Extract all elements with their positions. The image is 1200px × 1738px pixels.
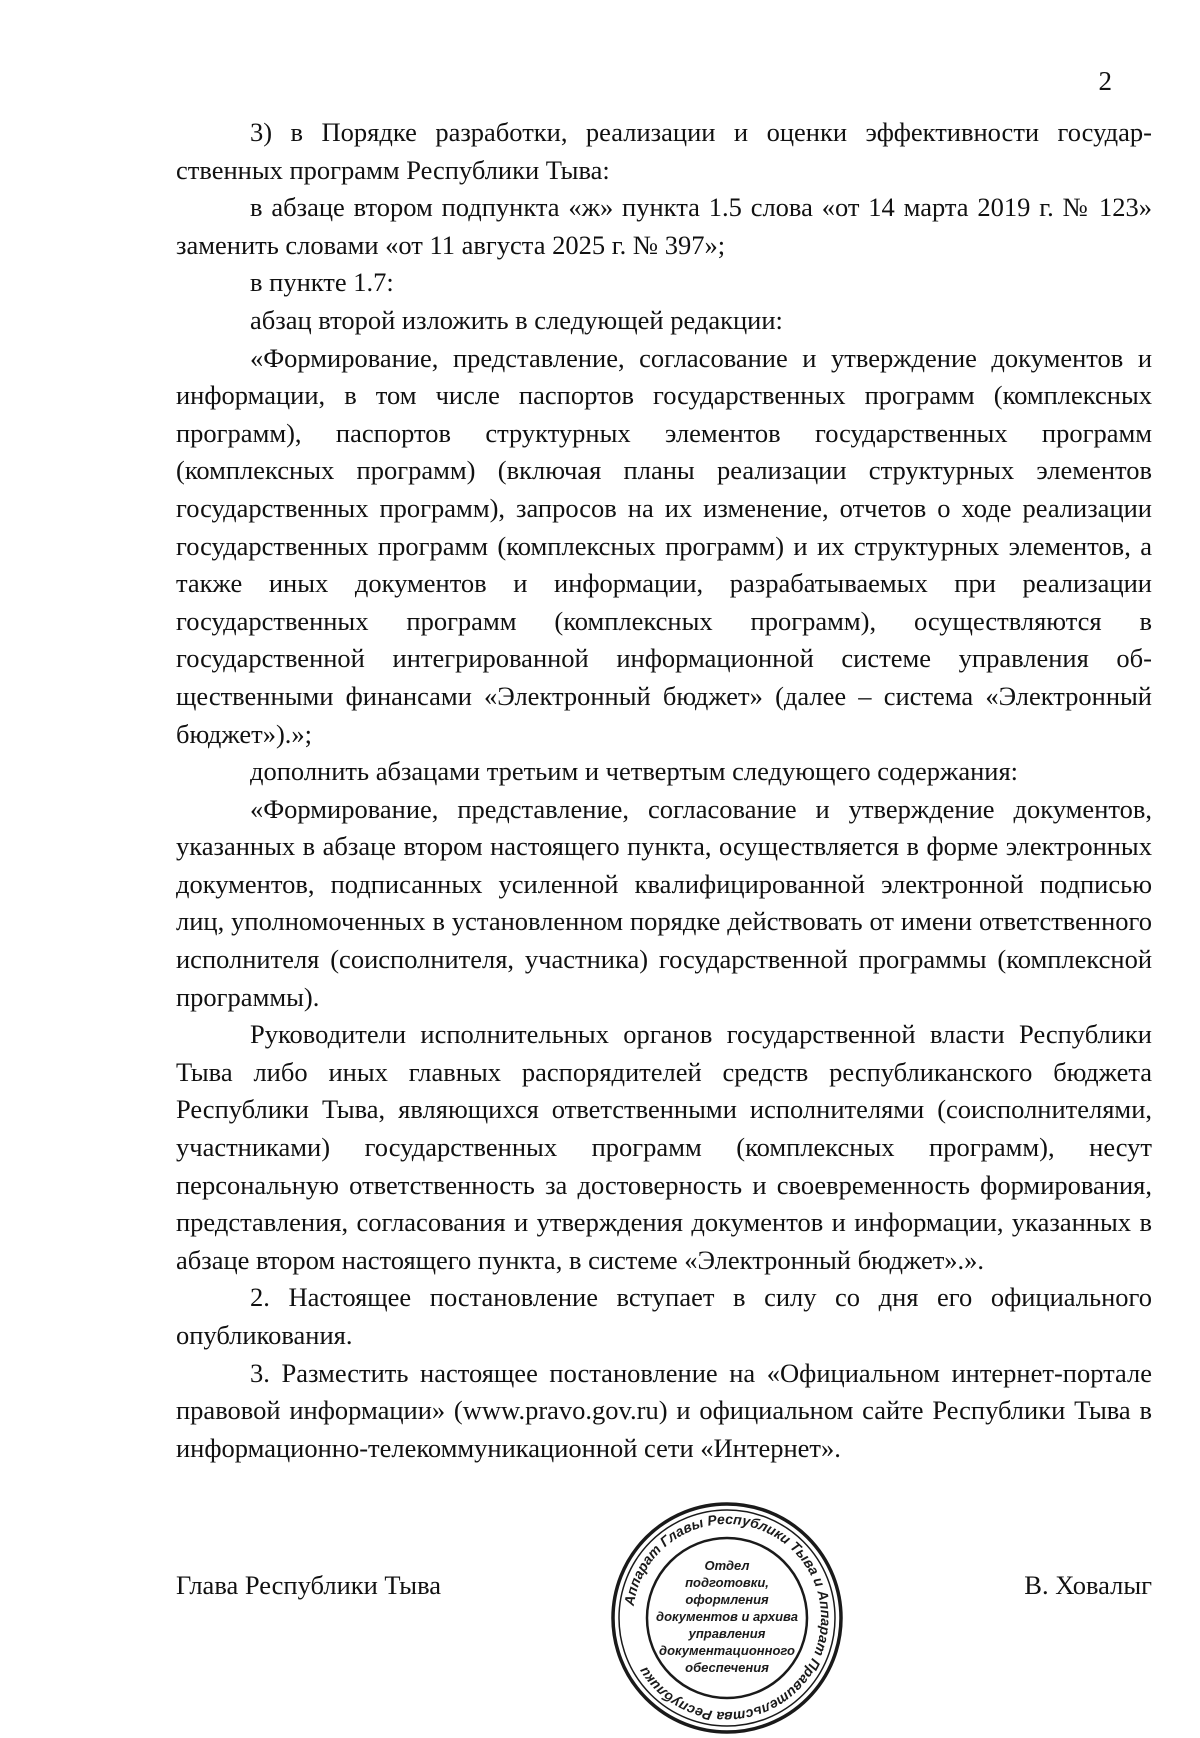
document-body: [176, 114, 1152, 1467]
seal-center-line: Отдел: [704, 1558, 750, 1573]
paragraph: 2. Настоящее постановление вступает в силу со дня его официального опубликования.: [176, 1282, 1152, 1350]
seal-center-line: оформления: [685, 1592, 769, 1607]
paragraph: 3. Разместить настоящее постановление на «Официальном интернет-портале правовой информации» (www.pravo.gov.ru) и официальном сайте Республики Тыва в информационно-телекоммуникационной сети «Интернет».: [176, 1357, 1152, 1463]
seal-center-line: обеспечения: [685, 1660, 769, 1675]
paragraph: абзац второй изложить в следующей редакции:: [250, 304, 783, 335]
page-number: 2: [1098, 66, 1112, 96]
paragraph: 3) в Порядке разработки, реализации и оценки эффективности государственных программ Республики Тыва:: [176, 117, 1152, 185]
seal-center-line: документов и архива: [656, 1609, 798, 1624]
seal-center-line: документационного: [659, 1643, 795, 1658]
seal-center-text: [656, 1558, 798, 1675]
official-seal: [607, 1498, 847, 1726]
seal-center-line: подготовки,: [685, 1575, 769, 1590]
paragraph: Руководители исполнительных органов государственной власти Республики Тыва либо иных главных распорядителей средств республиканского бюджета Республики Тыва, являющихся ответственными исполнителями (соисполнителями, участниками) государственных программ (комплексных программ), несут персональную ответственность за достоверность и своевременность формирования, представления, согласования и утверждения документов и информации, указанных в абзаце втором настоящего пункта, в системе «Электронный бюджет».».: [176, 1019, 1152, 1275]
paragraph: дополнить абзацами третьим и четвертым следующего содержания:: [250, 756, 1019, 787]
signatory-position: Глава Республики Тыва: [176, 1570, 442, 1600]
signatory-name: В. Ховалыг: [1024, 1570, 1152, 1600]
seal-ring-text: Аппарат Главы Республики Тыва и Аппарат Правительства Республики: [620, 1510, 835, 1726]
paragraph: «Формирование, представление, согласование и утверждение документов, указанных в абзаце втором настоящего пункта, осуществляется в форме электронных документов, подписанных усиленной квалифицированной электронной подписью лиц, уполномоченных в установленном порядке действовать от имени ответственного исполнителя (соисполнителя, участника) государственной программы (комплексной программы).: [176, 793, 1152, 1012]
paragraph: «Формирование, представление, согласование и утверждение документов и информации, в том числе паспортов государственных программ (комплексных программ), паспортов структурных элементов государственных программ (комплексных программ) (включая планы реализации структурных элементов государственных программ), запросов на их изменение, отчетов о ходе реализации государственных программ (комплексных программ) и их структурных элементов, а также иных документов и информации, разрабатываемых при реализации государственных программ (комплексных программ), осуществляются в государственной интегрированной информационной системе управления общественными финансами «Электронный бюджет» (далее – система «Электронный бюджет»).»;: [176, 342, 1152, 749]
seal-graphic: [607, 1498, 847, 1738]
paragraph: в пункте 1.7:: [250, 267, 394, 298]
paragraph: в абзаце втором подпункта «ж» пункта 1.5 слова «от 14 марта 2019 г. № 123» заменить словами «от 11 августа 2025 г. № 397»;: [176, 192, 1152, 260]
seal-center-line: управления: [688, 1626, 766, 1641]
